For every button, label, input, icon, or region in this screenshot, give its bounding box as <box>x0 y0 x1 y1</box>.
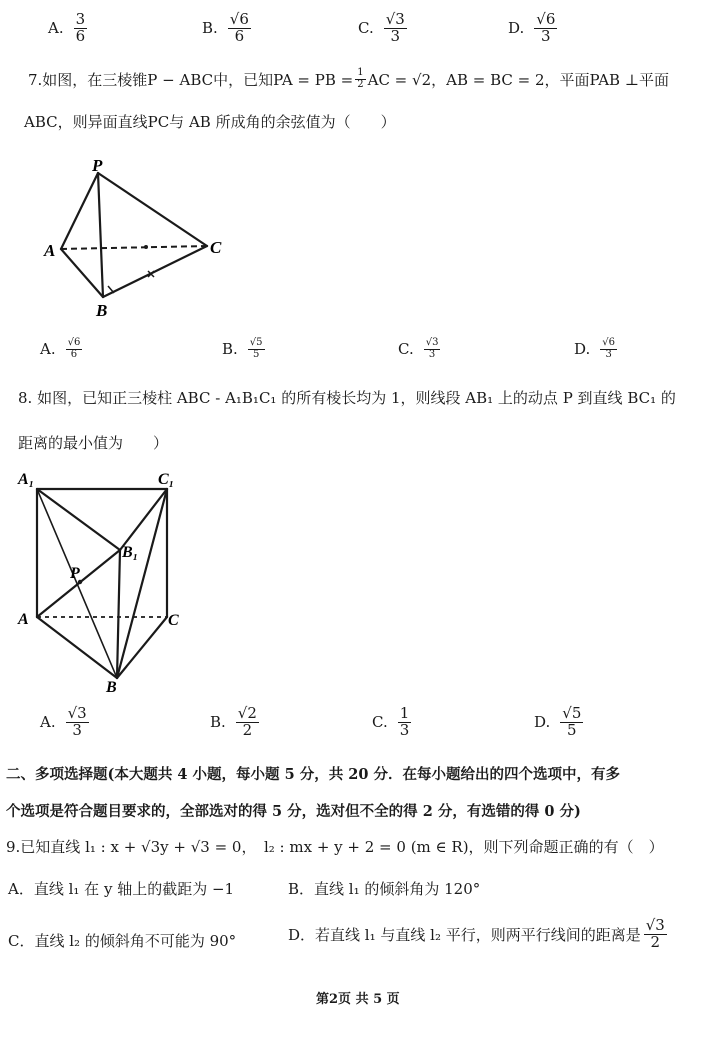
q9-option-d-text: D．若直线 l₁ 与直线 l₂ 平行，则两平行线间的距离是 <box>288 925 641 944</box>
page-footer: 第2页 共 5 页 <box>316 992 400 1007</box>
option-label: B. <box>202 19 218 38</box>
q9-option-d-fraction: $\frac{√3}{2}$ <box>645 916 665 951</box>
section2-line1: 二、多项选择题(本大题共 4 小题，每小题 5 分，共 20 分．在每小题给出的四个选项中，有多 <box>6 766 621 783</box>
label-a1: A₁ <box>18 471 35 488</box>
q9-option-a: A．直线 l₁ 在 y 轴上的截距为 −1 <box>8 880 235 898</box>
label-p: P <box>92 156 103 175</box>
q8-line1: 8. 如图，已知正三棱柱 ABC - A₁B₁C₁ 的所有棱长均为 1，则线段 AB₁ 上的动点 P 到直线 BC₁ 的 <box>18 389 676 407</box>
label-a: A <box>44 241 56 260</box>
q9-option-b: B．直线 l₁ 的倾斜角为 120° <box>288 880 481 898</box>
label-c: C <box>210 238 222 257</box>
q8-option-c: C. $\frac{1}{3}$ <box>372 704 410 739</box>
label-p: P <box>70 565 80 582</box>
q8-option-d: D. $\frac{√5}{5}$ <box>534 704 582 739</box>
q8-option-b: B. $\frac{√2}{2}$ <box>210 704 257 739</box>
label-b: B <box>106 679 117 696</box>
edge-bb1 <box>117 550 120 678</box>
label-c1: C₁ <box>158 471 175 488</box>
label-b1: B₁ <box>122 544 139 561</box>
option-fraction: $\frac{√6}{6}$ <box>229 10 249 45</box>
option-fraction: $\frac{√3}{3}$ <box>385 10 405 45</box>
q9-line1: 9.已知直线 l₁ : x + √3y + √3 = 0， l₂ : mx + y + 2 = 0 (m ∈ R)，则下列命题正确的有（ ） <box>6 838 664 856</box>
section2-line2: 个选项是符合题目要求的，全部选对的得 5 分，选对但不全的得 2 分，有选错的得 0 分) <box>6 803 581 820</box>
option-label: A. <box>48 19 64 38</box>
q8-option-a: A. $\frac{√3}{3}$ <box>40 704 87 739</box>
label-c: C <box>168 612 179 629</box>
q7-option-d: D. $\frac{√6}{3}$ <box>574 337 615 360</box>
option-fraction: $\frac{√6}{3}$ <box>536 10 556 45</box>
option-fraction: $\frac{3}{6}$ <box>75 10 86 45</box>
label-b: B <box>96 301 108 320</box>
q8-line2: 距离的最小值为 ） <box>18 434 169 452</box>
edge-ab <box>37 617 117 678</box>
q9-option-d <box>288 918 667 951</box>
q7-half-fraction: $\frac{1}{2}$ <box>357 67 364 90</box>
q7-option-b: B. $\frac{√5}{5}$ <box>222 337 263 360</box>
option-label: C. <box>358 19 374 38</box>
q7-option-c: C. $\frac{√3}{3}$ <box>398 337 439 360</box>
q7-text-part2: AC = √2，AB = BC = 2，平面PAB ⊥平面 <box>367 70 669 89</box>
q7-option-a: A. $\frac{√6}{6}$ <box>40 337 81 360</box>
option-label: D. <box>508 19 525 38</box>
q7-text-part1: 7.如图，在三棱锥P − ABC中，已知PA = PB = <box>28 70 354 89</box>
q9-option-c: C．直线 l₂ 的倾斜角不可能为 90° <box>8 932 237 950</box>
q7-line2: ABC，则异面直线PC与 AB 所成角的余弦值为（ ） <box>24 113 396 131</box>
label-a: A <box>18 611 29 628</box>
edge-bc1 <box>117 489 167 678</box>
